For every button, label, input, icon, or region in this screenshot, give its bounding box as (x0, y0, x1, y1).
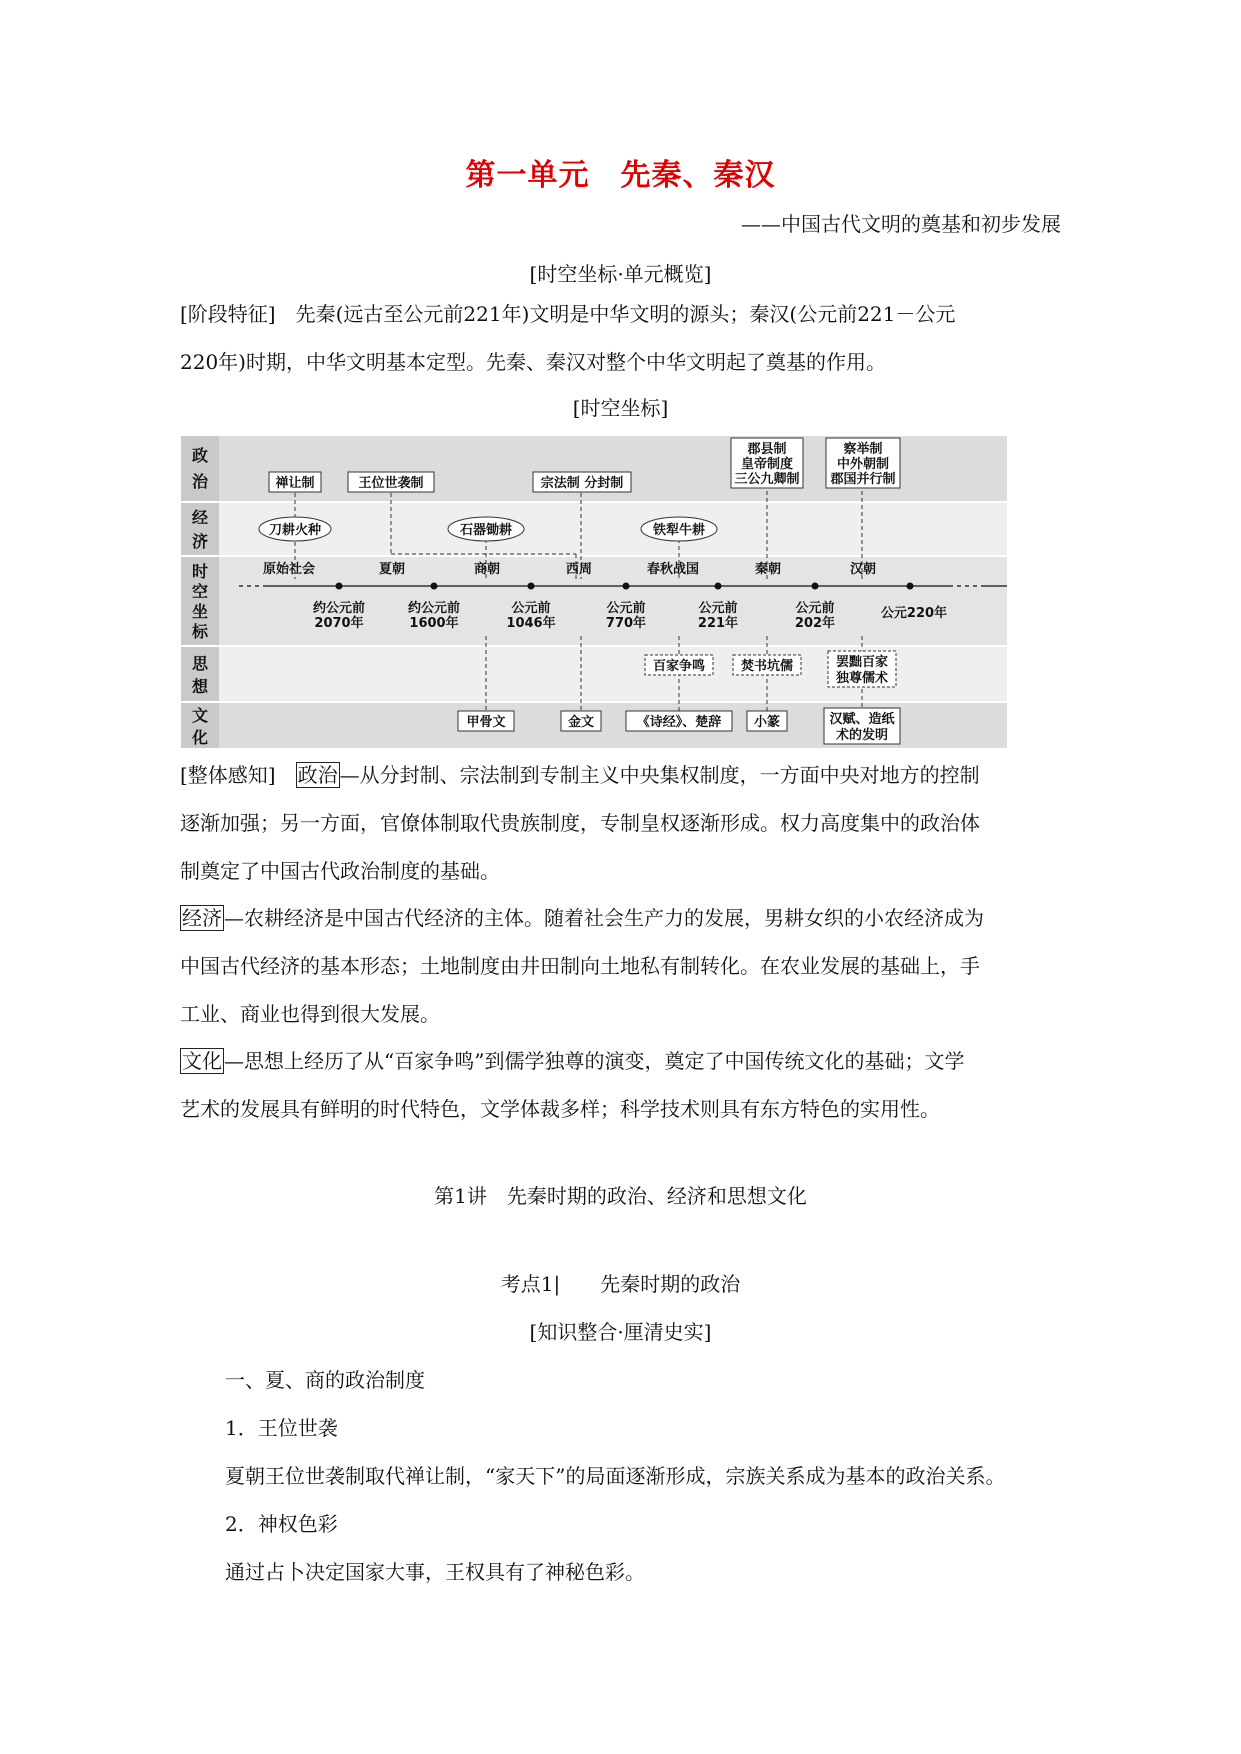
era-shang: 商朝 (474, 562, 501, 577)
row-label-thought-2: 想 (192, 677, 209, 696)
politics-line-3: 制奠定了中国古代政治制度的基础。 (180, 859, 500, 883)
overview-politics (180, 751, 1060, 895)
overview-label: [整体感知] (180, 763, 276, 787)
row-label-economy-1: 经 (192, 508, 209, 527)
stage-paragraph (180, 290, 1060, 386)
economy-line-3: 工业、商业也得到很大发展。 (180, 1002, 440, 1026)
culture-tag: 文化 (182, 1049, 222, 1073)
stage-label: [阶段特征] (180, 302, 276, 326)
politics-qin-3: 三公九卿制 (734, 472, 800, 487)
row-label-politics-1: 政 (192, 446, 209, 465)
culture-small-seal: 小篆 (753, 715, 781, 730)
tick-770 (623, 583, 630, 590)
politics-han-3: 郡国并行制 (830, 472, 896, 487)
date-2-l2: 1600年 (409, 616, 459, 631)
row-label-politics-2: 治 (192, 472, 209, 491)
politics-han-1: 察举制 (843, 442, 883, 457)
economy-slash-burn: 刀耕火种 (268, 523, 322, 538)
date-5-l1: 公元前 (698, 601, 738, 616)
row-label-time-1: 时 (192, 562, 209, 581)
economy-stone-hoe: 石器锄耕 (459, 523, 513, 538)
tick-221 (715, 583, 722, 590)
stage-line-2: 220年)时期，中华文明基本定型。先秦、秦汉对整个中华文明起了奠基的作用。 (180, 350, 886, 374)
era-spring-autumn: 春秋战国 (647, 562, 700, 577)
lecture-title: 第1讲 先秦时期的政治、经济和思想文化 (434, 1184, 807, 1208)
era-primitive: 原始社会 (263, 562, 316, 577)
politics-patriarchal-feudal: 宗法制 分封制 (540, 476, 624, 491)
date-4-l1: 公元前 (606, 601, 646, 616)
date-6-l2: 202年 (794, 616, 836, 631)
culture-shijing-chuci: 《诗经》、楚辞 (636, 715, 722, 730)
overview-economy (180, 894, 1060, 1038)
exam-point: 考点1| 先秦时期的政治 (500, 1272, 741, 1296)
politics-han-2: 中外朝制 (836, 457, 890, 472)
unit-title: 第一单元 先秦、秦汉 (465, 158, 776, 193)
culture-han-fu-1: 汉赋、造纸 (829, 712, 895, 727)
thought-confucian-1: 罢黜百家 (835, 655, 889, 670)
politics-hereditary: 王位世袭制 (358, 476, 424, 491)
tick-202 (812, 583, 819, 590)
row-label-thought-1: 思 (192, 654, 209, 673)
date-1-l2: 2070年 (314, 616, 364, 631)
timeline-svg (181, 436, 1007, 748)
date-1-l1: 约公元前 (312, 601, 366, 616)
tick-1600 (431, 583, 438, 590)
era-qin: 秦朝 (755, 562, 782, 577)
row-label-time-4: 标 (192, 622, 209, 641)
era-han: 汉朝 (850, 562, 877, 577)
subsection-1-text: 夏朝王位世袭制取代禅让制，“家天下”的局面逐渐形成，宗族关系成为基本的政治关系。 (225, 1464, 1006, 1488)
thought-hundred-schools: 百家争鸣 (652, 659, 706, 674)
subsection-1: 1．王位世袭 (225, 1416, 338, 1440)
economy-iron-plough: 铁犁牛耕 (652, 523, 706, 538)
era-xia: 夏朝 (379, 562, 406, 577)
date-3-l2: 1046年 (506, 616, 556, 631)
overview-culture (180, 1037, 1060, 1133)
thought-confucian-2: 独尊儒术 (835, 671, 889, 686)
culture-han-fu-2: 术的发明 (835, 728, 889, 743)
politics-line-1: —从分封制、宗法制到专制主义中央集权制度，一方面中央对地方的控制 (339, 763, 980, 787)
row-label-time-2: 空 (192, 582, 209, 601)
date-4-l2: 770年 (605, 616, 647, 631)
row-label-economy-2: 济 (192, 532, 209, 551)
row-label-culture-1: 文 (192, 706, 209, 725)
row-label-culture-2: 化 (192, 728, 209, 747)
politics-line-2: 逐渐加强；另一方面，官僚体制取代贵族制度，专制皇权逐渐形成。权力高度集中的政治体 (180, 811, 980, 835)
culture-line-2: 艺术的发展具有鲜明的时代特色，文学体裁多样；科学技术则具有东方特色的实用性。 (180, 1097, 940, 1121)
thought-book-burning: 焚书坑儒 (740, 659, 794, 674)
culture-line-1: —思想上经历了从“百家争鸣”到儒学独尊的演变，奠定了中国传统文化的基础；文学 (224, 1049, 965, 1073)
date-6-l1: 公元前 (795, 601, 835, 616)
culture-bronze-script: 金文 (567, 715, 595, 730)
stage-line-1: 先秦(远古至公元前221年)文明是中华文明的源头；秦汉(公元前221－公元 (275, 302, 956, 326)
economy-line-2: 中国古代经济的基本形态；土地制度由井田制向土地私有制转化。在农业发展的基础上，手 (180, 954, 980, 978)
politics-qin-2: 皇帝制度 (740, 457, 794, 472)
economy-band (219, 502, 1007, 556)
row-label-time-3: 坐 (192, 602, 209, 621)
timeline-figure (181, 436, 1007, 748)
culture-oracle-bone: 甲骨文 (466, 715, 506, 730)
date-7-l1: 公元220年 (880, 606, 948, 621)
subsection-2-text: 通过占卜决定国家大事，王权具有了神秘色彩。 (225, 1560, 645, 1584)
tick-1046 (528, 583, 535, 590)
section-heading-1: 一、夏、商的政治制度 (225, 1368, 425, 1392)
politics-abdication: 禅让制 (275, 476, 315, 491)
knowledge-heading: [知识整合·厘清史实] (529, 1320, 712, 1344)
politics-tag: 政治 (297, 763, 338, 787)
economy-line-1: —农耕经济是中国古代经济的主体。随着社会生产力的发展，男耕女织的小农经济成为 (224, 906, 984, 930)
unit-subtitle: ——中国古代文明的奠基和初步发展 (741, 212, 1061, 236)
era-western-zhou: 西周 (566, 562, 593, 577)
tick-220 (907, 583, 914, 590)
date-5-l2: 221年 (697, 616, 739, 631)
date-3-l1: 公元前 (511, 601, 551, 616)
date-2-l1: 约公元前 (407, 601, 461, 616)
timeline-heading: [时空坐标] (572, 396, 669, 420)
section-heading: [时空坐标·单元概览] (529, 262, 712, 286)
tick-2070 (336, 583, 343, 590)
subsection-2: 2．神权色彩 (225, 1512, 338, 1536)
politics-qin-1: 郡县制 (747, 442, 787, 457)
economy-tag: 经济 (182, 906, 222, 930)
